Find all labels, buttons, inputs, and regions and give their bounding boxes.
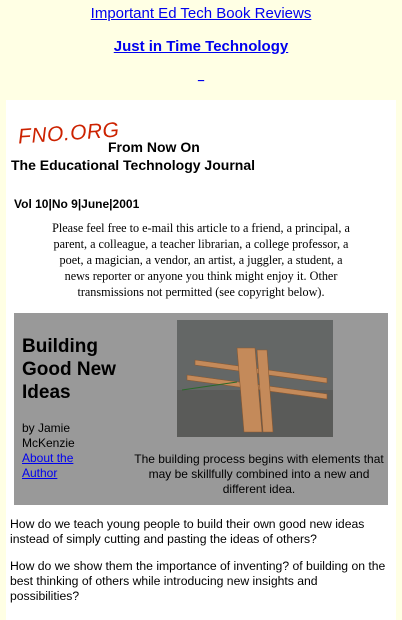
wooden-sticks-photo [177,320,333,437]
article-card [6,100,396,620]
author-name-line2: McKenzie [22,436,75,450]
intro-paragraph-1: How do we teach young people to build their own good new ideas instead of simply cutting and pasting the ideas of others? [10,517,365,546]
byline [22,421,75,481]
about-author-link-cont[interactable]: Author [22,466,58,480]
book-reviews-link[interactable]: Important Ed Tech Book Reviews [90,5,312,22]
volume-info: Vol 10|No 9|June|2001 [14,197,140,211]
author-name-line1: by Jamie [22,421,71,435]
from-now-on-heading: From Now On [108,139,200,155]
fno-logo: FNO.ORG [17,118,121,149]
underscore-link[interactable]: _ [197,70,205,82]
intro-paragraph-2: How do we show them the importance of inventing? of building on the best thinking of others while introducing new insights and possibilities? [10,559,386,603]
article-title: Building Good New Ideas [22,336,116,403]
journal-title: The Educational Technology Journal [11,157,255,173]
about-author-link[interactable]: About the [22,451,74,465]
photo-caption: The building process begins with elements that may be skillfully combined into a new and different idea. [134,452,384,496]
article-hero [14,313,388,505]
just-in-time-link[interactable]: Just in Time Technology [113,38,289,55]
share-notice: Please feel free to e-mail this article to a friend, a principal, a parent, a colleague, a teacher librarian, a college professor, a poet, a magician, a vendor, an artist, a juggler, a student, a news reporter or anyone you think might enjoy it. Other transmissions not permitted (see copyright below). [52,221,350,299]
